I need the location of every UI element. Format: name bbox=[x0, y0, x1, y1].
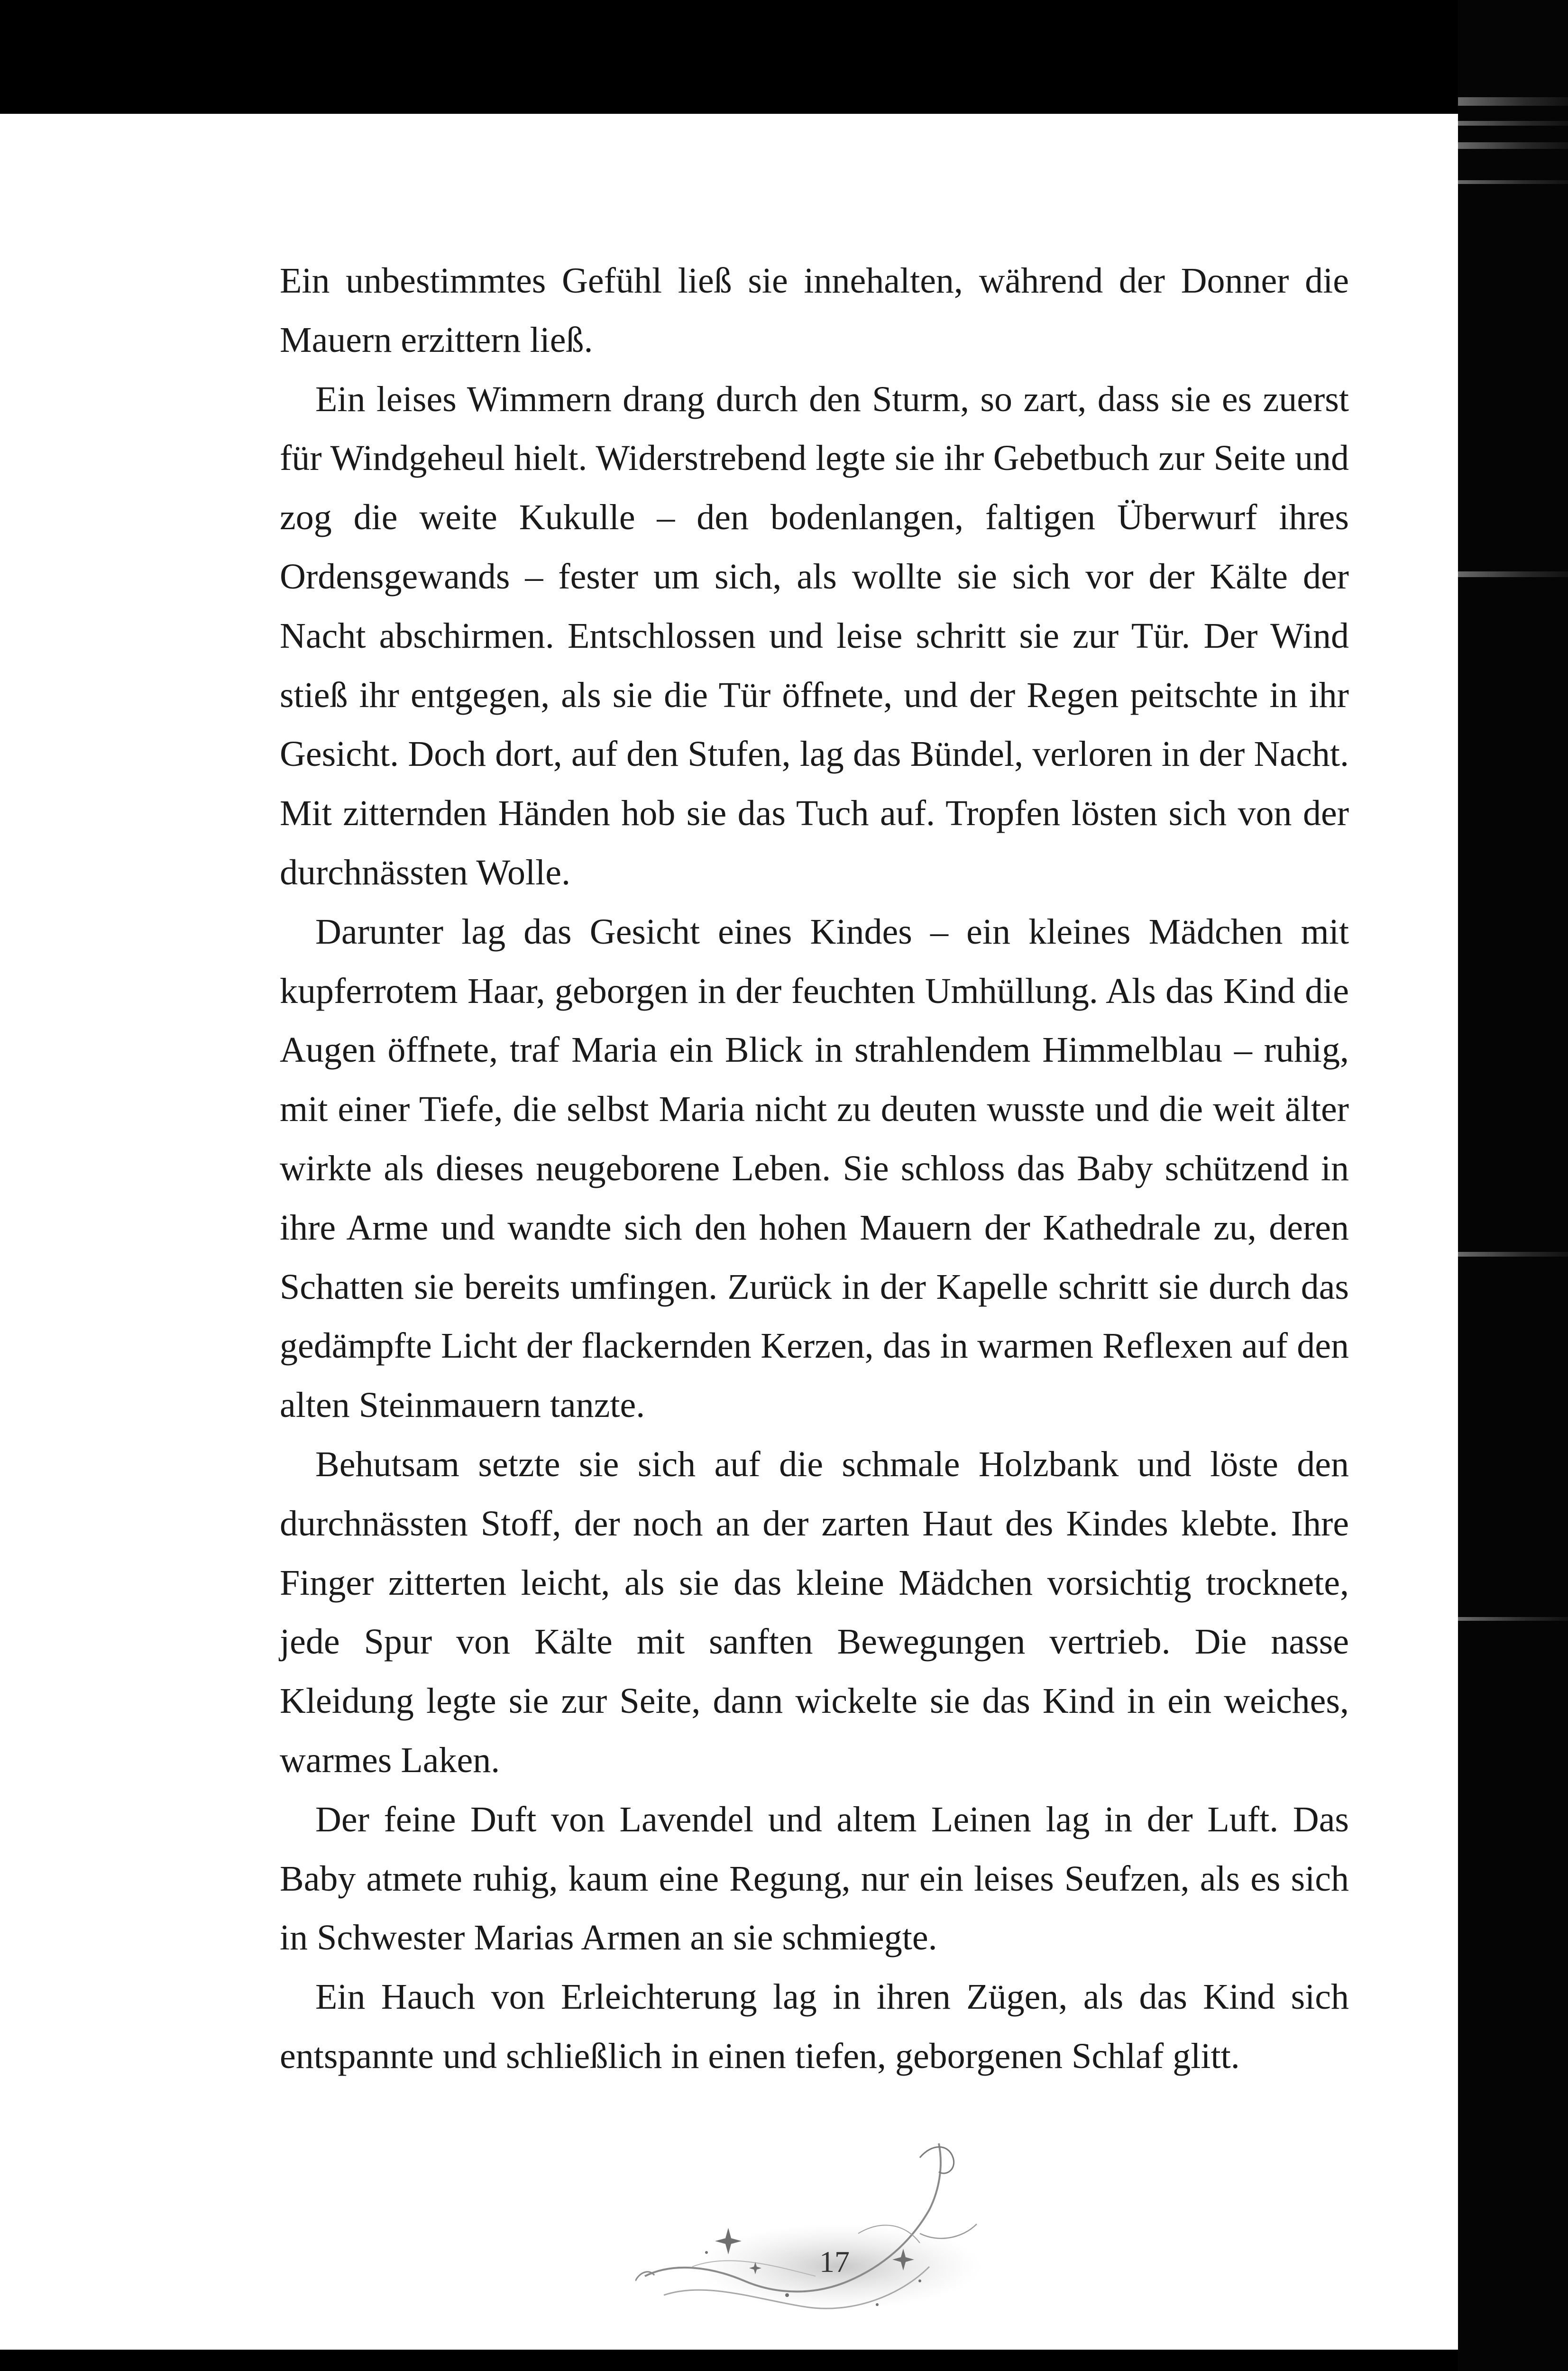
page-edge-line bbox=[1458, 1617, 1568, 1621]
page-number: 17 bbox=[819, 2245, 850, 2279]
paragraph: Ein unbestimmtes Gefühl ließ sie innehalten, während der Donner die Mauern erzittern ließ. bbox=[280, 261, 1349, 360]
paragraph: Darunter lag das Gesicht eines Kindes – ein kleines Mädchen mit kupferrotem Haar, geborgen in der feuchten Umhüllung. Als das Kind die Augen öffnete, traf Maria ein Blick in strahlendem Himmelblau – ruhig, mit einer Tiefe, die selbst Maria nicht zu deuten wusste und die weit älter wirkte als dieses neugeborene Leben. Sie schloss das Baby schützend in ihre Arme und wandte sich den hohen Mauern der Kathedrale zu, deren Schatten sie bereits umfingen. Zurück in der Kapelle schritt sie durch das gedämpfte Licht der flackernden Kerzen, das in warmen Reflexen auf den alten Steinmauern tanzte. bbox=[280, 911, 1349, 1425]
paragraph: Ein leises Wimmern drang durch den Sturm, so zart, dass sie es zuerst für Windgeheul hielt. Widerstrebend legte sie ihr Gebetbuch zur Seite und zog die weite Kukulle – den bodenlangen, faltigen Überwurf ihres Ordensgewands – fester um sich, als wollte sie sich vor der Kälte der Nacht abschirmen. Entschlossen und leise schritt sie zur Tür. Der Wind stieß ihr entgegen, als sie die Tür öffnete, und der Regen peitschte in ihr Gesicht. Doch dort, auf den Stufen, lag das Bündel, verloren in der Nacht. Mit zitternden Händen hob sie das Tuch auf. Tropfen lösten sich von der durchnässten Wolle. bbox=[280, 379, 1349, 892]
page-edge-line bbox=[1458, 142, 1568, 149]
paragraph: Der feine Duft von Lavendel und altem Leinen lag in der Luft. Das Baby atmete ruhig, kaum eine Regung, nur ein leises Seufzen, als es sich in Schwester Marias Armen an sie schmiegte. bbox=[280, 1799, 1349, 1958]
paragraph: Behutsam setzte sie sich auf die schmale Holzbank und löste den durchnässten Stoff, der noch an der zarten Haut des Kindes klebte. Ihre Finger zitterten leicht, als sie das kleine Mädchen vorsichtig trocknete, jede Spur von Kälte mit sanften Bewegungen vertrieb. Die nasse Kleidung legte sie zur Seite, dann wickelte sie das Kind in ein weiches, warmes Laken. bbox=[280, 1444, 1349, 1780]
feather-swirl-ornament-icon bbox=[635, 2124, 1005, 2333]
page-edge-line bbox=[1458, 1252, 1568, 1257]
page-edge-strip bbox=[1458, 0, 1568, 2371]
page-edge-line bbox=[1458, 121, 1568, 126]
page-edge-line bbox=[1458, 97, 1568, 106]
page-edge-line bbox=[1458, 180, 1568, 184]
paragraph: Ein Hauch von Erleichterung lag in ihren Zügen, als das Kind sich entspannte und schließlich in einen tiefen, geborgenen Schlaf glitt. bbox=[280, 1977, 1349, 2076]
body-text bbox=[280, 251, 1349, 2086]
page-edge-line bbox=[1458, 571, 1568, 577]
